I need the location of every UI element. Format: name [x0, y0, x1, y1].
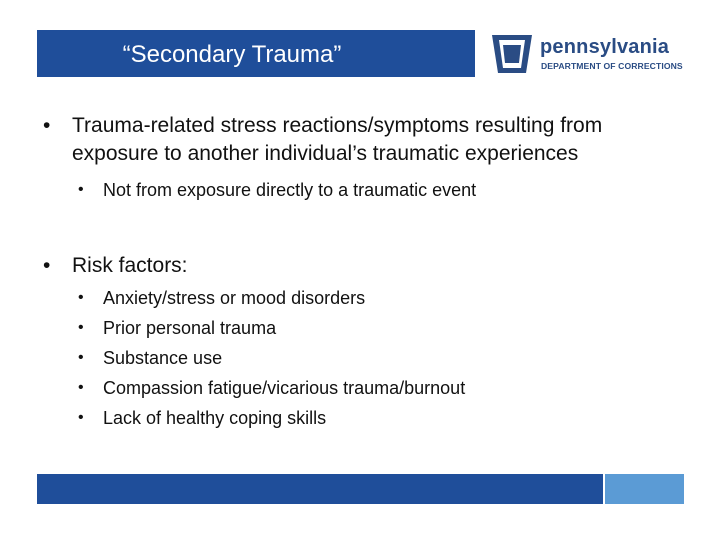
sub-bullet-item [78, 343, 663, 373]
sub-bullet-text: Lack of healthy coping skills [103, 408, 327, 428]
bullet-icon: • [78, 181, 84, 198]
logo-subtitle: DEPARTMENT OF CORRECTIONS [541, 61, 683, 71]
bullet-icon: • [78, 409, 84, 426]
bullet-icon: • [78, 379, 84, 396]
bullet-item [43, 252, 672, 280]
sub-bullet-item [78, 175, 663, 205]
sub-bullet-text: Not from exposure directly to a traumatic event [103, 180, 477, 200]
sub-bullet-text: Compassion fatigue/vicarious trauma/burnout [103, 378, 466, 398]
keystone-icon [490, 34, 534, 76]
sub-bullet-item [78, 283, 663, 313]
bullet-icon: • [43, 114, 51, 137]
sub-bullet-text: Prior personal trauma [103, 318, 277, 338]
sub-bullet-text: Substance use [103, 348, 223, 368]
logo-name: pennsylvania [540, 36, 670, 58]
bullet-text: Risk factors: [72, 254, 188, 277]
sub-bullet-text: Anxiety/stress or mood disorders [103, 288, 366, 308]
footer-accent-bar [605, 474, 684, 504]
sub-bullet-item [78, 313, 663, 343]
bullet-icon: • [78, 349, 84, 366]
bullet-icon: • [78, 319, 84, 336]
bullet-icon: • [43, 254, 51, 277]
slide-title: “Secondary Trauma” [122, 41, 342, 68]
footer-bar [37, 474, 603, 504]
bullet-icon: • [78, 289, 84, 306]
pa-doc-logo [490, 34, 690, 76]
bullet-text: Trauma-related stress reactions/symptoms resulting from exposure to another individual’s traumatic experiences [72, 114, 603, 165]
sub-bullet-item [78, 403, 663, 433]
title-bar [37, 30, 475, 77]
bullet-item [43, 112, 672, 168]
sub-bullet-item [78, 373, 663, 403]
